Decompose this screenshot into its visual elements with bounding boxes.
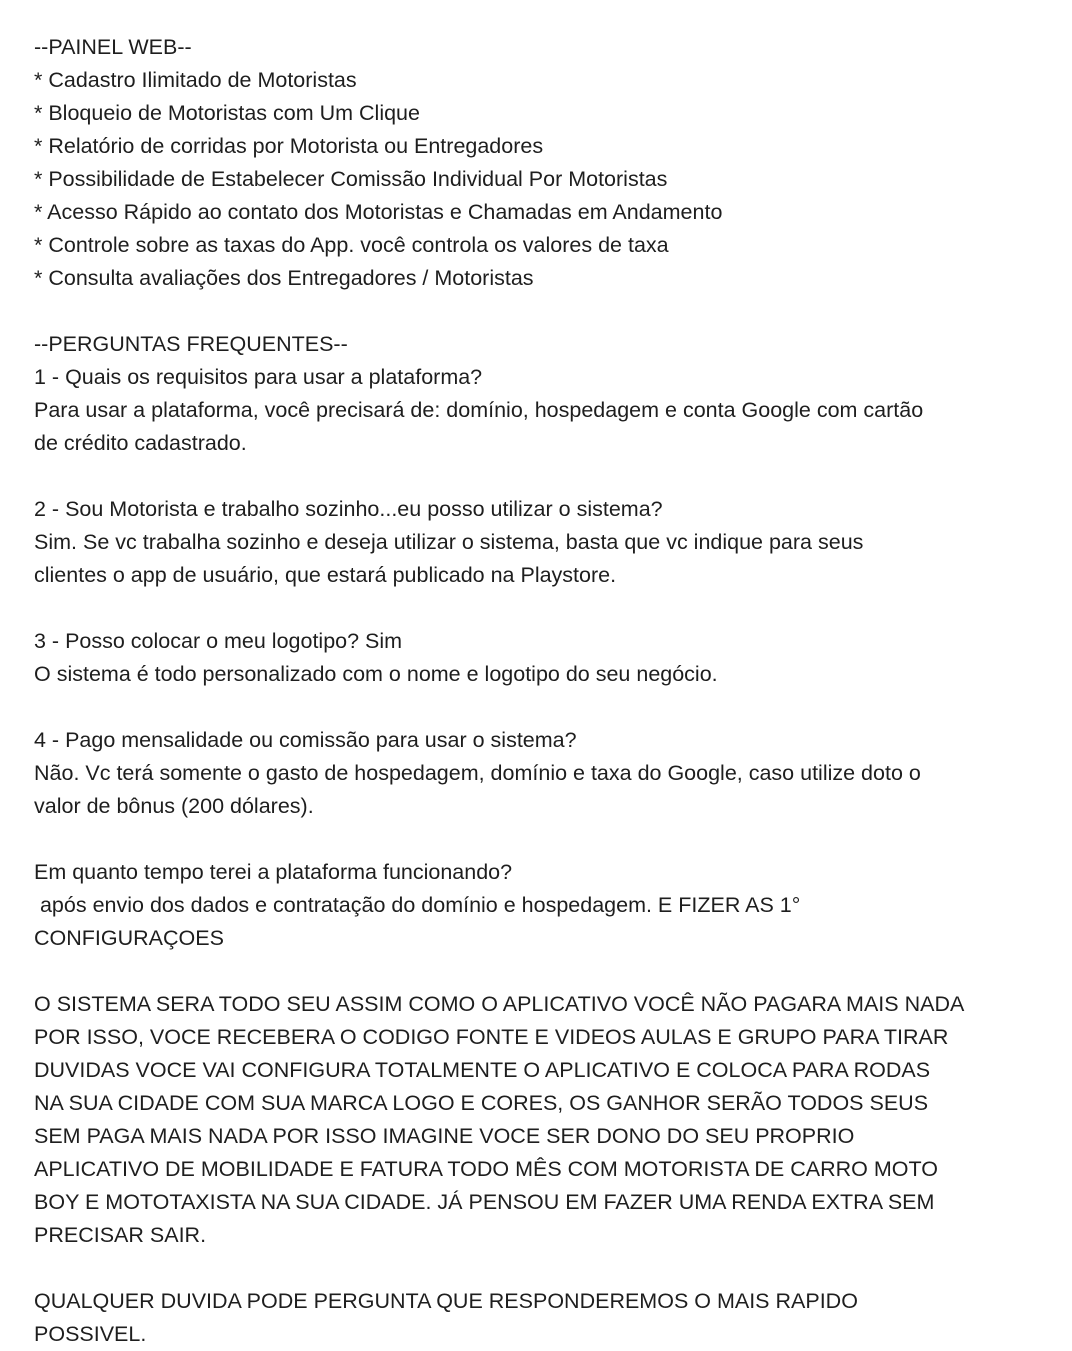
text-line: * Cadastro Ilimitado de Motoristas [34,68,357,92]
text-line: POSSIVEL. [34,1322,147,1346]
text-line: --PERGUNTAS FREQUENTES-- [34,332,348,356]
text-line: * Possibilidade de Estabelecer Comissão Individual Por Motoristas [34,167,668,191]
text-line: * Bloqueio de Motoristas com Um Clique [34,101,420,125]
text-line: PRECISAR SAIR. [34,1223,207,1247]
text-line: POR ISSO, VOCE RECEBERA O CODIGO FONTE E VIDEOS AULAS E GRUPO PARA TIRAR [34,1025,949,1049]
text-line: de crédito cadastrado. [34,431,247,455]
text-line: 3 - Posso colocar o meu logotipo? Sim [34,629,403,653]
text-line: valor de bônus (200 dólares). [34,794,314,818]
text-line: * Relatório de corridas por Motorista ou Entregadores [34,134,544,158]
blank-line [34,823,1064,856]
text-line: BOY E MOTOTAXISTA NA SUA CIDADE. JÁ PENSOU EM FAZER UMA RENDA EXTRA SEM [34,1190,935,1214]
text-line: 1 - Quais os requisitos para usar a plataforma? [34,365,483,389]
text-line: Para usar a plataforma, você precisará de: domínio, hospedagem e conta Google com cartão [34,398,924,422]
text-line: clientes o app de usuário, que estará publicado na Playstore. [34,563,617,587]
document-text [34,31,1064,1351]
blank-line [34,1252,1064,1285]
blank-line [34,460,1064,493]
text-line: Não. Vc terá somente o gasto de hospedagem, domínio e taxa do Google, caso utilize doto o [34,761,921,785]
text-line: --PAINEL WEB-- [34,35,192,59]
text-line: DUVIDAS VOCE VAI CONFIGURA TOTALMENTE O APLICATIVO E COLOCA PARA RODAS [34,1058,931,1082]
blank-line [34,691,1064,724]
blank-line [34,592,1064,625]
text-line: 4 - Pago mensalidade ou comissão para usar o sistema? [34,728,577,752]
text-line: APLICATIVO DE MOBILIDADE E FATURA TODO MÊS COM MOTORISTA DE CARRO MOTO [34,1157,938,1181]
text-line: O SISTEMA SERA TODO SEU ASSIM COMO O APLICATIVO VOCÊ NÃO PAGARA MAIS NADA [34,992,965,1016]
text-line: Sim. Se vc trabalha sozinho e deseja utilizar o sistema, basta que vc indique para seus [34,530,864,554]
blank-line [34,955,1064,988]
text-line: NA SUA CIDADE COM SUA MARCA LOGO E CORES, OS GANHOR SERÃO TODOS SEUS [34,1091,929,1115]
text-line: * Acesso Rápido ao contato dos Motoristas e Chamadas em Andamento [34,200,723,224]
text-line: após envio dos dados e contratação do domínio e hospedagem. E FIZER AS 1° [34,893,801,917]
text-line: SEM PAGA MAIS NADA POR ISSO IMAGINE VOCE SER DONO DO SEU PROPRIO [34,1124,855,1148]
text-line: 2 - Sou Motorista e trabalho sozinho...eu posso utilizar o sistema? [34,497,663,521]
text-line: O sistema é todo personalizado com o nome e logotipo do seu negócio. [34,662,718,686]
text-line: QUALQUER DUVIDA PODE PERGUNTA QUE RESPONDEREMOS O MAIS RAPIDO [34,1289,858,1313]
text-line: * Controle sobre as taxas do App. você controla os valores de taxa [34,233,669,257]
text-line: * Consulta avaliações dos Entregadores / Motoristas [34,266,534,290]
blank-line [34,295,1064,328]
text-line: CONFIGURAÇOES [34,926,224,950]
text-line: Em quanto tempo terei a plataforma funcionando? [34,860,513,884]
